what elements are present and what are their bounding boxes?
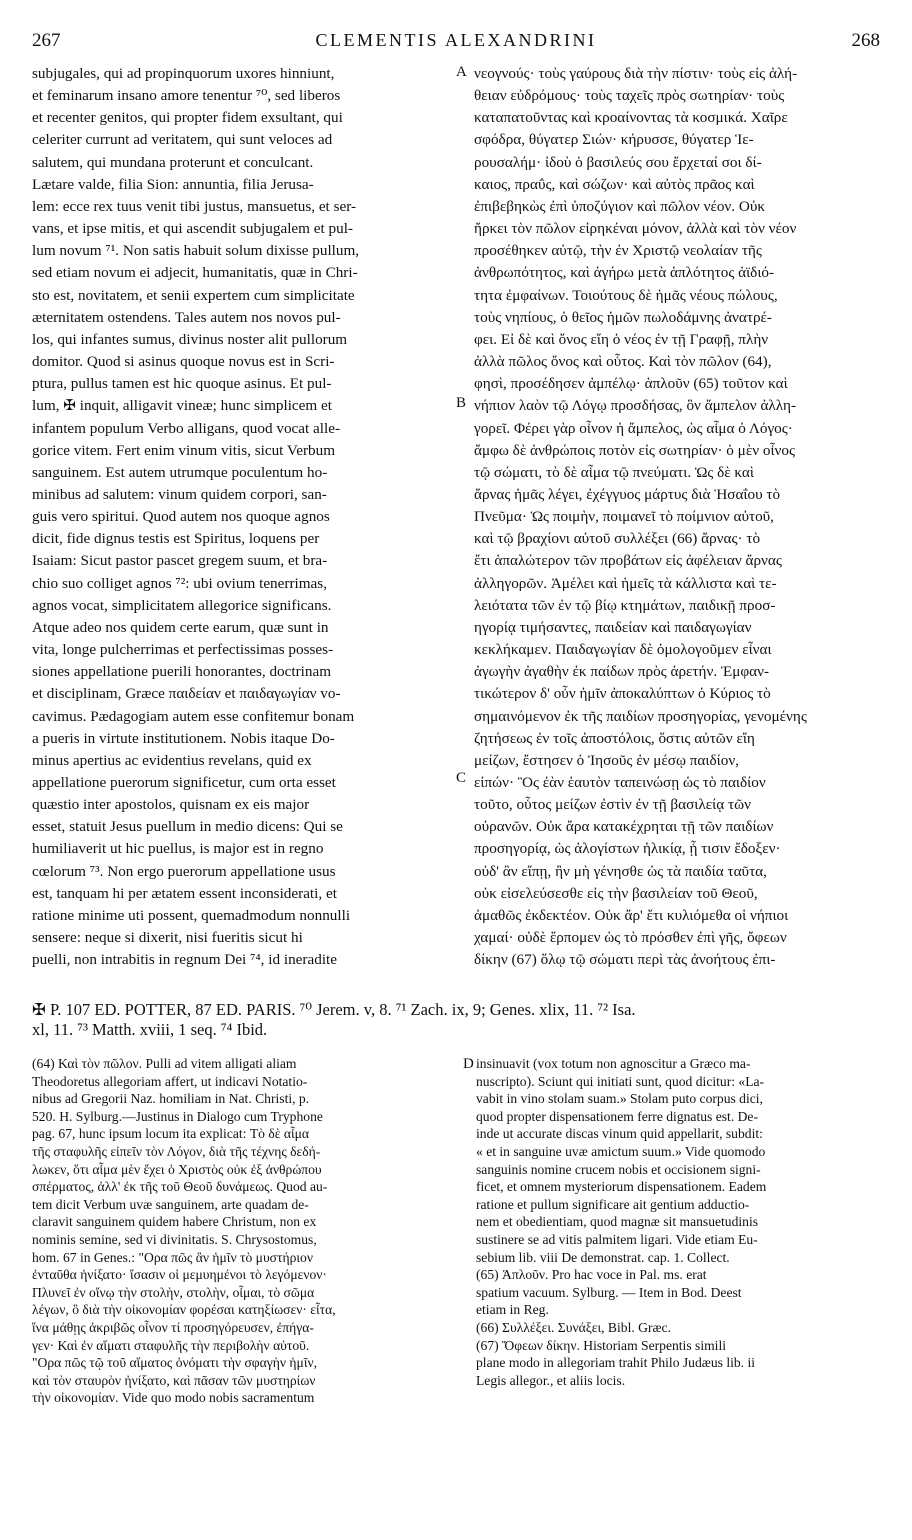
footnote-line: sanguinis nomine crucem nobis et occisionem signi- (476, 1161, 761, 1177)
running-title: CLEMENTIS ALEXANDRINI (315, 30, 597, 50)
latin-text-line: gorice vitem. Fert enim vinum vitis, sicut Verbum (32, 441, 336, 459)
latin-text-line: æternitatem ostendens. Tales autem nos novos pul- (32, 308, 341, 326)
greek-text-line: ἤρκει τὸν πῶλον εἰρηκέναι μόνον, ἀλλὰ καὶ τὸν νέον (474, 220, 797, 238)
latin-text-line: sensere: neque si dixerit, nisi fueritis sicut hi (32, 929, 303, 947)
footnote-line: spatium vacuum. Sylburg. — Item in Bod. Deest (476, 1284, 742, 1300)
footnote-line: ἵνα μάθῃς ἀκριβῶς οἶνον τί προσηγόρευσεν, ἐπήγα- (32, 1319, 314, 1335)
latin-text-line: et disciplinam, Græce παιδείαν et παιδαγωγίαν vo- (32, 685, 341, 703)
latin-text-line: puelli, non intrabitis in regnum Dei ⁷⁴, id ineradite (32, 951, 337, 969)
greek-text-line: οὐρανῶν. Οὐκ ἄρα κατακέχρηται τῇ τῶν παιδίων (474, 818, 774, 836)
latin-text-line: appellatione puerorum significetur, cum orta esset (32, 774, 336, 791)
footnote-line: inde ut accurate discas vinum quid appellarit, subdit: (476, 1126, 763, 1142)
latin-text-line: humiliaverit ut hic puellus, is major est in regno (32, 840, 324, 858)
latin-text-line: domitor. Quod si asinus quoque novus est in Scri- (32, 353, 335, 371)
latin-text-line: quæstio inter apostolos, quisnam ex eis major (32, 796, 310, 814)
footnote-line: σπέρματος, ἀλλ' ἐκ τῆς τοῦ Θεοῦ δυνάμεως. Quod au- (32, 1179, 328, 1195)
footnote-line: etiam in Reg. (476, 1302, 549, 1318)
margin-marker-d: D (463, 1056, 474, 1072)
latin-text-line: vans, et ipse mitis, et qui ascendit subjugalem et pul- (32, 220, 353, 238)
greek-text-line: οὐδ' ἂν εἴπῃ, ἢν μὴ γένησθε ὡς τὰ παιδία ταῦτα, (474, 862, 767, 880)
greek-text-line: νεογνούς· τοὺς γαύρους διὰ τὴν πίστιν· τοὺς εἰς ἀλή- (474, 65, 798, 82)
footnote-line: pag. 67, hunc ipsum locum ita explicat: Τὸ δὲ αἷμα (32, 1126, 310, 1142)
footnote-line: τῆς σταφυλῆς εἰπεῖν τὸν Λόγον, διὰ τῆς τέχνης δεδή- (32, 1143, 321, 1159)
greek-text-line: εἰπών· Ὃς ἐὰν ἑαυτὸν ταπεινώσῃ ὡς τὸ παιδίον (474, 774, 766, 791)
footnote-line: nuscripto). Sciunt qui initiati sunt, quod dicitur: «La- (476, 1073, 765, 1089)
margin-marker-b: B (456, 395, 467, 411)
page-number-left: 267 (32, 30, 61, 51)
footnote-line: Πλυνεῖ ἐν οἴνῳ τὴν στολὴν, στολὴν, οἶμαι, τὸ σῶμα (32, 1284, 315, 1300)
greek-text-line: ἄμφω δὲ ἀνθρώποις ποτὸν εἰς σωτηρίαν· ὁ μὲν οἶνος (474, 441, 796, 459)
page-header (32, 30, 880, 54)
greek-text-line: σημαινόμενον ἐκ τῆς παιδίων προσηγορίας, γενομένης (474, 707, 807, 725)
footnote-line: vabit in vino stolam suam.» Stolam puto corpus dici, (476, 1091, 763, 1107)
footnote-line: quod propter dispensationem ferre dignatus est. De- (476, 1108, 758, 1124)
latin-text-line: sed etiam novum ei adjecit, humanitatis, quæ in Chri- (32, 264, 358, 282)
latin-text-line: vita, longe pulcherrimas et perfectissimas posses- (32, 641, 334, 659)
footnote-line: "Ορα πῶς τῷ τοῦ αἵματος ὀνόματι τὴν σφαγὴν ἡμῖν, (32, 1355, 318, 1371)
footnote-line: (65) Ἁπλοῦν. Pro hac voce in Pal. ms. erat (476, 1267, 707, 1283)
latin-text-line: cœlorum ⁷³. Non ergo puerorum appellatione usus (32, 862, 336, 880)
latin-text-line: sanguinem. Est autem utrumque poculentum ho- (32, 463, 328, 481)
latin-text-line: chio suo colliget agnos ⁷²: ubi ovium tenerrimas, (32, 574, 327, 592)
latin-text-line: et recenter genitos, qui propter fidem exsultant, qui (32, 109, 343, 127)
page-number-right: 268 (851, 30, 880, 51)
footnote-line: tem dicit Verbum uvæ sanguinem, arte quadam de- (32, 1196, 309, 1212)
latin-text-line: siones appellatione puerili honorantes, doctrinam (32, 663, 332, 681)
footnote-line: nibus ad Gregorii Naz. homiliam in Nat. Christi, p. (32, 1091, 310, 1107)
footnote-line: hom. 67 in Genes.: "Ορα πῶς ἂν ἡμῖν τὸ μυστήριον (32, 1249, 313, 1265)
footnote-line: sebium lib. viii De demonstrat. cap. 1. Collect. (476, 1249, 730, 1265)
footnote-line: « et in sanguine uvæ amictum suum.» Vide quomodo (476, 1143, 766, 1159)
latin-text-line: ptura, pullus tamen est hic quoque asinus. Et pul- (32, 375, 332, 393)
greek-text-line: τοὺς νηπίους, ὁ θεῖος ἡμῶν πωλοδάμνης ἀνατρέ- (474, 308, 772, 326)
latin-text-line: Lætare valde, filia Sion: annuntia, filia Jerusa- (32, 175, 314, 193)
margin-marker-a: A (456, 64, 467, 80)
latin-text-line: dicit, fide dignus testis est Spiritus, loquens per (32, 530, 320, 548)
greek-text-line: φησὶ, προσέδησεν ἀμπέλῳ· ἁπλοῦν (65) τοῦτον καὶ (474, 375, 788, 393)
footnote-line: insinuavit (vox totum non agnoscitur a Græco ma- (476, 1056, 751, 1071)
latin-text-line: los, qui infantes sumus, divinus noster alit pullorum (32, 330, 348, 348)
greek-text-line: θειαν εὐδρόμους· τοὺς ταχεῖς πρὸς σωτηρίαν· τοὺς (474, 87, 785, 105)
greek-text-line: ἀμαθῶς ἐκδεκτέον. Οὐκ ἄρ' ἔτι κυλιόμεθα οἱ νήπιοι (474, 906, 789, 924)
footnotes-right-column (476, 1055, 882, 1389)
greek-text-line: κεκλήκαμεν. Παιδαγωγίαν δὲ ὁμολογοῦμεν εἶναι (474, 641, 772, 659)
latin-text-line: minibus ad salutem: vinum quidem corpori, san- (32, 485, 327, 503)
latin-text-line: Atque adeo nos quidem certe earum, quæ sunt in (32, 618, 329, 636)
latin-text-line: salutem, qui mundana proterunt et conculcant. (32, 153, 314, 171)
greek-text-line: ἀγωγὴν ἀγαθὴν ἐκ παίδων πρὸς ἀρετήν. Ἐμφαν- (474, 663, 770, 681)
greek-text-line: ἔτι ἁπαλώτερον τῶν προβάτων εἰς ἀφέλειαν ἄρνας (474, 552, 782, 570)
footnote-line: Theodoretus allegoriam affert, ut indicavi Notatio- (32, 1073, 308, 1089)
latin-text-line: celeriter currunt ad veritatem, qui sunt veloces ad (32, 131, 333, 149)
greek-text-line: λειότατα τῶν ἐν τῷ βίῳ κτημάτων, παιδικῇ προσ- (474, 596, 776, 614)
latin-text-line: cavimus. Pædagogiam autem esse confitemur bonam (32, 707, 355, 725)
greek-text-line: ηγορίᾳ τιμήσαντες, παιδείαν καὶ παιδαγωγίαν (474, 618, 752, 636)
greek-text-line: γορεῖ. Φέρει γὰρ οἶνον ἡ ἄμπελος, ὡς αἷμα ὁ Λόγος· (474, 419, 793, 437)
footnote-line: (64) Καὶ τὸν πῶλον. Pulli ad vitem alligati aliam (32, 1056, 297, 1071)
greek-text-line: χαμαί· οὐδὲ ἕρπομεν ὡς τὸ πρόσθεν ἐπὶ γῆς, ὄφεων (474, 929, 787, 947)
greek-text-line: ἀνθρωπότητος, καὶ ἀγήρω μετὰ ἁπλότητος ἀϊδιό- (474, 264, 775, 282)
greek-text-line: καιος, πραΰς, καὶ σώζων· καὶ αὐτὸς πρᾶος καὶ (474, 175, 755, 193)
greek-text-line: τοῦτο, οὗτος μείζων ἐστὶν ἐν τῇ βασιλείᾳ τῶν (474, 796, 751, 814)
latin-text-line: agnos vocat, simplicitatem allegorice significans. (32, 596, 332, 614)
footnote-line: γεν· Καὶ ἐν αἵματι σταφυλῆς τὴν περιβολὴν αὐτοῦ. (32, 1337, 310, 1353)
footnote-line: nem et obedientiam, quod magnæ sit mansuetudinis (476, 1214, 759, 1230)
latin-text-line: lum novum ⁷¹. Non satis habuit solum dixisse pullum, (32, 242, 360, 260)
greek-text-line: ἀλληγορῶν. Ἀμέλει καὶ ἡμεῖς τὰ κάλλιστα καὶ τε- (474, 574, 777, 592)
latin-text-line: a pueris in virtute institutionem. Nobis itaque Do- (32, 729, 335, 747)
latin-text-line: ratione minime uti possent, quemadmodum nonnulli (32, 906, 351, 924)
greek-text-line: ἐπιβεβηκὼς ἐπὶ ὑποζύγιον καὶ πῶλον νέον. Οὐκ (474, 197, 766, 215)
greek-text-line: τικώτερον δ' οὖν ἡμῖν ἀποκαλύπτων ὁ Κύριος τὸ (474, 685, 771, 703)
greek-text-line: φει. Εἰ δὲ καὶ ὄνος εἴη ὁ νέος ἐν τῇ Γραφῇ, πλὴν (474, 330, 769, 348)
latin-text-line: lum, ✠ inquit, alligavit vineæ; hunc simplicem et (32, 397, 332, 415)
greek-text-line: δίκην (67) ὅλῳ τῷ σώματι περὶ τὰς ἀνοήτους ἐπι- (474, 951, 776, 969)
latin-text-line: et feminarum insano amore tenentur ⁷⁰, sed liberos (32, 87, 341, 105)
latin-text-line: est, tanquam hi per ætatem essent inconsiderati, et (32, 884, 337, 902)
greek-text-line: νήπιον λαὸν τῷ Λόγῳ προσδήσας, ὃν ἄμπελον ἀλλη- (474, 397, 797, 415)
latin-text-line: subjugales, qui ad propinquorum uxores hinniunt, (32, 65, 335, 82)
footnote-line: λέγων, ὃ διὰ τὴν οἰκονομίαν φορέσαι κατηξίωσεν· εἶτα, (32, 1302, 336, 1318)
footnote-line: plane modo in allegoriam trahit Philo Judæus lib. ii (476, 1355, 756, 1371)
latin-text-line: minus apertius ac evidentius revelans, quid ex (32, 751, 312, 769)
footnote-line: λωκεν, ὅτι αἷμα μὲν ἔχει ὁ Χριστὸς οὐκ ἐξ ἀνθρώπου (32, 1161, 322, 1177)
greek-text-line: τητα ἐμφαίνων. Τοιούτους δὲ ἡμᾶς νέους πώλους, (474, 286, 778, 304)
greek-text-line: ρουσαλήμ· ἰδοὺ ὁ βασιλεύς σου ἔρχεταί σοι δί- (474, 153, 762, 171)
footnote-line: ἐνταῦθα ἠνίξατο· ἴσασιν οἱ μεμυημένοι τὸ λεγόμενον· (32, 1267, 327, 1283)
footnote-line: sustinere se ad vitis palmitem ligari. Vide etiam Eu- (476, 1231, 758, 1247)
reference-line: ✠ P. 107 ED. POTTER, 87 ED. PARIS. ⁷⁰ Jerem. v, 8. ⁷¹ Zach. ix, 9; Genes. xlix, 11. ⁷² Isa. (32, 1000, 636, 1019)
latin-column (32, 63, 452, 971)
footnotes-left-column (32, 1055, 462, 1407)
footnote-line: τὴν οἰκονομίαν. Vide quo modo nobis sacramentum (32, 1390, 315, 1406)
latin-text-line: esset, statuit Jesus puellum in medio dicens: Qui se (32, 818, 343, 836)
greek-text-line: ἀλλὰ πῶλος ὄνος καὶ οὗτος. Καὶ τὸν πῶλον (64), (474, 353, 772, 371)
latin-text-line: lem: ecce rex tuus venit tibi justus, mansuetus, et ser- (32, 197, 357, 215)
reference-line: xl, 11. ⁷³ Matth. xviii, 1 seq. ⁷⁴ Ibid. (32, 1020, 268, 1039)
greek-text-line: οὐκ εἰσελεύσεσθε εἰς τὴν βασιλείαν τοῦ Θεοῦ, (474, 884, 758, 902)
latin-text-line: infantem populum Verbo alligans, quod vocat alle- (32, 419, 341, 437)
latin-text-line: guis vero spiritui. Quod autem nos quoque agnos (32, 508, 330, 526)
greek-text-line: σφόδρα, θύγατερ Σιών· κήρυσσε, θύγατερ Ἱε- (474, 131, 754, 149)
scripture-references (32, 1000, 882, 1040)
greek-text-line: μείζων, ἔστησεν ὁ Ἰησοῦς ἐν μέσῳ παιδίον, (474, 751, 739, 769)
greek-column (474, 63, 884, 971)
footnote-line: ficet, et omnem mysteriorum dispensationem. Eadem (476, 1179, 767, 1195)
greek-text-line: καὶ τῷ βραχίονι αὐτοῦ συλλέξει (66) ἄρνας· τὸ (474, 530, 761, 548)
footnote-line: Legis allegor., et aliis locis. (476, 1372, 626, 1388)
footnote-line: claravit sanguinem quidem habere Christum, non ex (32, 1214, 317, 1230)
latin-text-line: sto est, novitatem, et senii expertem cum simplicitate (32, 286, 355, 304)
footnote-line: (66) Συλλέξει. Συνάξει, Bibl. Græc. (476, 1319, 671, 1335)
latin-text-line: Isaiam: Sicut pastor pascet gregem suum, et bra- (32, 552, 328, 570)
margin-marker-c: C (456, 770, 467, 786)
greek-text-line: Πνεῦμα· Ὡς ποιμὴν, ποιμανεῖ τὸ ποίμνιον αὐτοῦ, (474, 508, 774, 526)
footnote-line: nominis semine, sed vi divinitatis. S. Chrysostomus, (32, 1231, 317, 1247)
greek-text-line: προσηγορίᾳ, ὡς ἀλογίστων ἡλικίᾳ, ᾗ τισιν ἔδοξεν· (474, 840, 781, 858)
greek-text-line: καταπατοῦντας καὶ κροαίνοντας τὰ κοσμικά. Χαῖρε (474, 109, 788, 127)
footnote-line: ratione et pullum significare ait gentium adductio- (476, 1196, 750, 1212)
greek-text-line: ζητήσεως ἐν τοῖς ἀποστόλοις, ὅστις αὐτῶν εἴη (474, 729, 755, 747)
footnote-line: 520. H. Sylburg.—Justinus in Dialogo cum Tryphone (32, 1108, 323, 1124)
greek-text-line: ἄρνας ἡμᾶς λέγει, ἐχέγγυος μάρτυς διὰ Ἡσαΐου τὸ (474, 485, 781, 503)
greek-text-line: προσέθηκεν αὐτῷ, τὴν ἐν Χριστῷ νεολαίαν τῆς (474, 242, 762, 260)
footnote-line: καὶ τὸν σταυρὸν ἠνίξατο, καὶ πᾶσαν τῶν μυστηρίων (32, 1372, 316, 1388)
greek-text-line: τῷ σώματι, τὸ δὲ αἷμα τῷ πνεύματι. Ὡς δὲ καὶ (474, 463, 754, 481)
footnote-line: (67) Ὄφεων δίκην. Historiam Serpentis simili (476, 1337, 726, 1353)
